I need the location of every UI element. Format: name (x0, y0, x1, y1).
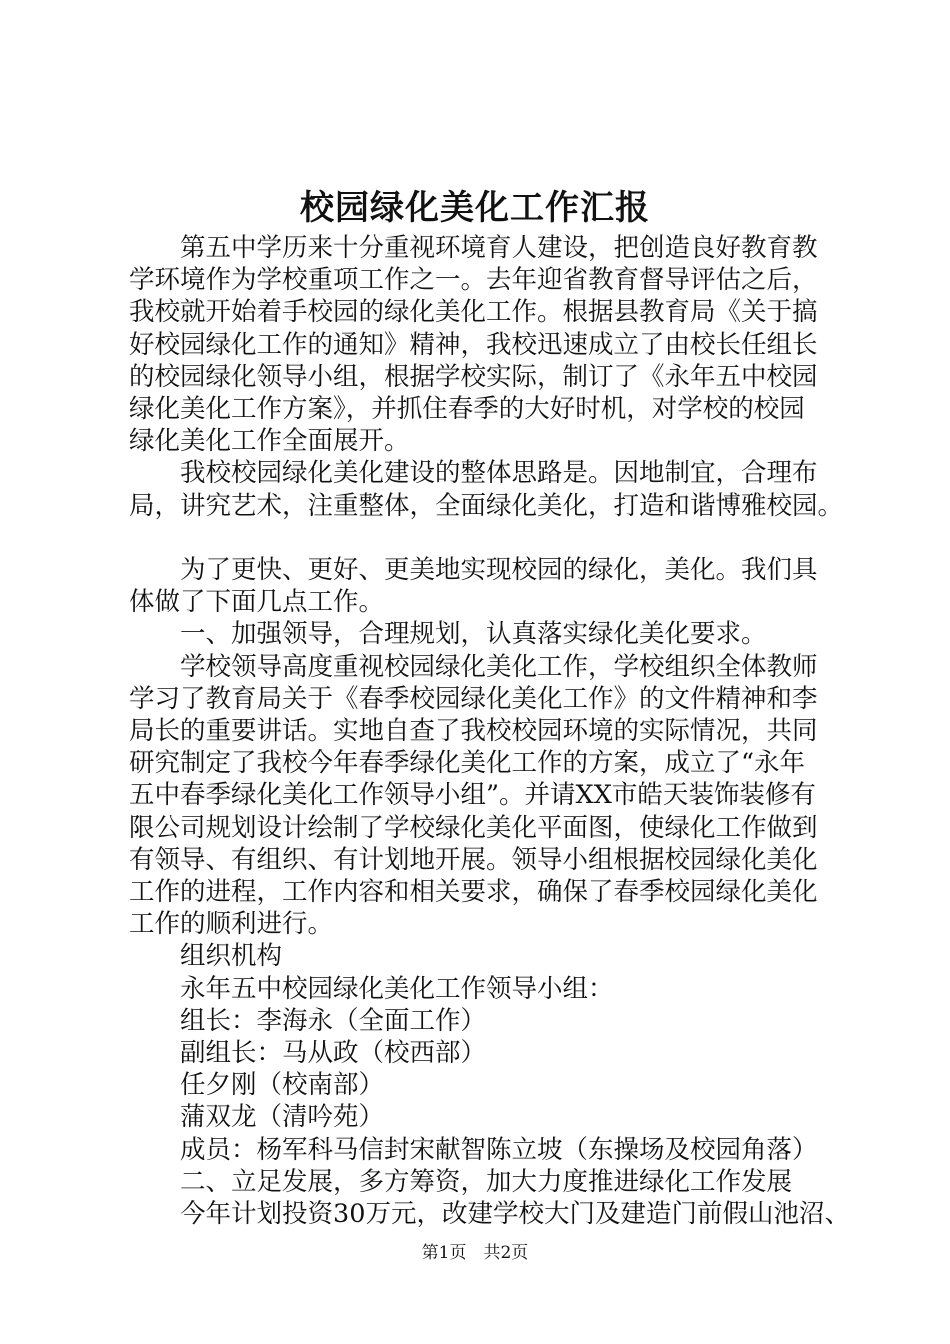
paragraph-line: 学习了教育局关于《春季校园绿化美化工作》的文件精神和李 (129, 683, 818, 714)
paragraph-line: 副组长：马从政（校西部） (129, 1038, 487, 1069)
paragraph-line: 限公司规划设计绘制了学校绿化美化平面图，使绿化工作做到 (129, 812, 818, 843)
paragraph-line: 工作的进程，工作内容和相关要求，确保了春季校园绿化美化 (129, 877, 818, 908)
paragraph-line: 好校园绿化工作的通知》精神，我校迅速成立了由校长任组长 (129, 329, 818, 360)
paragraph-line: 局长的重要讲话。实地自查了我校校园环境的实际情况，共同 (129, 716, 818, 747)
paragraph-line: 一、加强领导，合理规划，认真落实绿化美化要求。 (129, 619, 767, 650)
paragraph-line: 我校就开始着手校园的绿化美化工作。根据县教育局《关于搞 (129, 297, 818, 328)
paragraph-line: 组织机构 (129, 941, 283, 972)
page-number-footer: 第1页 共2页 (421, 1243, 529, 1263)
paragraph-line: 二、立足发展，多方筹资，加大力度推进绿化工作发展 (129, 1166, 793, 1197)
paragraph-line: 研究制定了我校今年春季绿化美化工作的方案，成立了“永年 (129, 748, 806, 779)
paragraph-line: 今年计划投资30万元，改建学校大门及建造门前假山池沼、 (129, 1199, 850, 1230)
paragraph-line: 成员：杨军科马信封宋献智陈立坡（东操场及校园角落） (129, 1134, 818, 1165)
paragraph-line: 五中春季绿化美化工作领导小组”。并请XX市皓天装饰装修有 (129, 780, 816, 811)
paragraph-line: 永年五中校园绿化美化工作领导小组： (129, 973, 614, 1004)
document-title: 校园绿化美化工作汇报 (300, 188, 650, 228)
blank-line (129, 522, 834, 554)
paragraph-line: 蒲双龙（清吟苑） (129, 1102, 385, 1133)
paragraph-line: 的校园绿化领导小组，根据学校实际，制订了《永年五中校园 (129, 361, 818, 392)
document-body (129, 232, 850, 1230)
paragraph-line: 学环境作为学校重项工作之一。去年迎省教育督导评估之后， (129, 265, 818, 296)
paragraph-line: 第五中学历来十分重视环境育人建设，把创造良好教育教 (129, 233, 818, 263)
paragraph-line: 体做了下面几点工作。 (129, 587, 385, 618)
paragraph-line: 我校校园绿化美化建设的整体思路是。因地制宜，合理布 (129, 458, 818, 489)
paragraph-line: 绿化美化工作全面展开。 (129, 426, 410, 457)
paragraph-line: 工作的顺利进行。 (129, 909, 334, 940)
paragraph-line: 组长：李海永（全面工作） (129, 1005, 487, 1036)
paragraph-line: 局，讲究艺术，注重整体，全面绿化美化，打造和谐博雅校园。 (129, 490, 844, 521)
paragraph-line: 任夕刚（校南部） (129, 1070, 385, 1101)
paragraph-line: 为了更快、更好、更美地实现校园的绿化，美化。我们具 (129, 555, 818, 586)
paragraph-line: 有领导、有组织、有计划地开展。领导小组根据校园绿化美化 (129, 844, 818, 875)
paragraph-line: 学校领导高度重视校园绿化美化工作，学校组织全体教师 (129, 651, 818, 682)
paragraph-line: 绿化美化工作方案》，并抓住春季的大好时机，对学校的校园 (129, 394, 805, 425)
